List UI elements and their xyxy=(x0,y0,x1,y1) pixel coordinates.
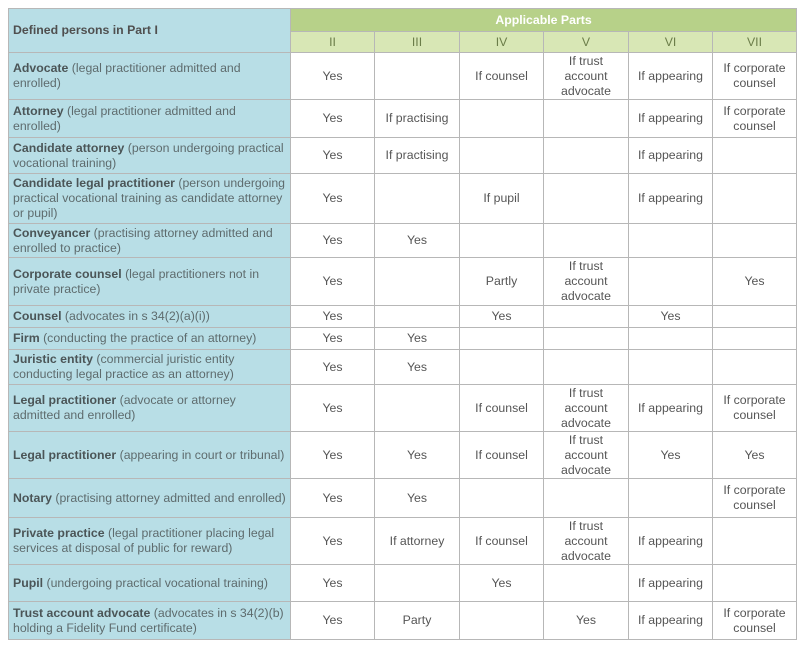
part-header-iv: IV xyxy=(460,32,544,53)
part-vii-cell xyxy=(713,350,797,385)
part-v-cell: If trust account advocate xyxy=(544,53,629,100)
defined-person-description: (legal practitioner admitted and enrolled) xyxy=(13,103,236,133)
table-row xyxy=(9,518,797,565)
part-iii-cell xyxy=(375,385,460,432)
part-iv-cell: If counsel xyxy=(460,518,544,565)
table-row xyxy=(9,138,797,174)
part-vi-cell: If appearing xyxy=(629,100,713,138)
defined-person-cell xyxy=(9,518,291,565)
defined-person-term: Counsel xyxy=(13,309,62,323)
table-row xyxy=(9,350,797,385)
part-vii-cell xyxy=(713,138,797,174)
part-vi-cell: If appearing xyxy=(629,138,713,174)
part-iv-cell: If counsel xyxy=(460,385,544,432)
defined-person-cell xyxy=(9,100,291,138)
defined-person-cell xyxy=(9,350,291,385)
table-row xyxy=(9,565,797,602)
defined-person-term: Advocate xyxy=(13,61,69,75)
table-row xyxy=(9,306,797,328)
part-ii-cell: Yes xyxy=(291,306,375,328)
part-ii-cell: Yes xyxy=(291,328,375,350)
part-iv-cell xyxy=(460,224,544,258)
part-iv-cell xyxy=(460,328,544,350)
part-vi-cell: Yes xyxy=(629,432,713,479)
part-iv-cell: If counsel xyxy=(460,53,544,100)
part-v-cell: If trust account advocate xyxy=(544,432,629,479)
part-iii-cell: Yes xyxy=(375,224,460,258)
table-row xyxy=(9,328,797,350)
defined-person-cell xyxy=(9,224,291,258)
defined-person-cell xyxy=(9,328,291,350)
part-iii-cell: Yes xyxy=(375,479,460,518)
part-vii-cell: Yes xyxy=(713,432,797,479)
table-row xyxy=(9,100,797,138)
part-iv-cell xyxy=(460,138,544,174)
part-vi-cell: If appearing xyxy=(629,174,713,224)
part-ii-cell: Yes xyxy=(291,174,375,224)
defined-person-description: (appearing in court or tribunal) xyxy=(116,447,285,462)
part-ii-cell: Yes xyxy=(291,518,375,565)
defined-person-description: (legal practitioner placing legal services at disposal of public for reward) xyxy=(13,526,275,555)
part-v-cell: If trust account advocate xyxy=(544,518,629,565)
table-row xyxy=(9,432,797,479)
part-header-vii: VII xyxy=(713,32,797,53)
part-vii-cell xyxy=(713,565,797,602)
part-ii-cell: Yes xyxy=(291,385,375,432)
defined-person-term: Private practice xyxy=(13,526,105,540)
part-vii-cell xyxy=(713,174,797,224)
defined-person-cell xyxy=(9,306,291,328)
defined-person-description: (legal practitioners not in private practice) xyxy=(13,266,260,296)
defined-person-term: Corporate counsel xyxy=(13,266,122,281)
part-vi-cell: If appearing xyxy=(629,385,713,432)
defined-person-term: Conveyancer xyxy=(13,225,91,240)
part-ii-cell: Yes xyxy=(291,138,375,174)
part-iv-cell: Yes xyxy=(460,306,544,328)
part-header-v: V xyxy=(544,32,629,53)
table-row xyxy=(9,53,797,100)
part-v-cell xyxy=(544,224,629,258)
defined-person-cell xyxy=(9,432,291,479)
defined-person-description: (legal practitioner admitted and enrolled) xyxy=(13,61,241,90)
defined-person-description: (conducting the practice of an attorney) xyxy=(39,331,257,345)
defined-person-description: (undergoing practical vocational training) xyxy=(43,575,268,590)
part-vii-cell: If corporate counsel xyxy=(713,602,797,640)
defined-person-description: (advocates in s 34(2)(a)(i)) xyxy=(61,309,210,323)
defined-person-description: (advocate or attorney admitted and enrolled) xyxy=(13,393,236,422)
part-vi-cell: If appearing xyxy=(629,602,713,640)
table-row xyxy=(9,258,797,306)
part-vii-cell: If corporate counsel xyxy=(713,100,797,138)
part-iii-cell xyxy=(375,306,460,328)
part-vii-cell xyxy=(713,328,797,350)
part-vii-cell: If corporate counsel xyxy=(713,53,797,100)
defined-person-description: (practising attorney admitted and enrolled to practice) xyxy=(13,225,273,255)
defined-person-term: Notary xyxy=(13,490,52,505)
part-vii-cell: If corporate counsel xyxy=(713,385,797,432)
part-vii-cell: Yes xyxy=(713,258,797,306)
part-iii-cell xyxy=(375,565,460,602)
part-iii-cell: If practising xyxy=(375,138,460,174)
defined-person-term: Legal practitioner xyxy=(13,447,117,462)
applicable-parts-table-container xyxy=(8,8,797,640)
part-iii-cell: Yes xyxy=(375,432,460,479)
part-iv-cell: If counsel xyxy=(460,432,544,479)
part-ii-cell: Yes xyxy=(291,100,375,138)
defined-person-cell xyxy=(9,385,291,432)
defined-person-description: (person undergoing practical vocational training as candidate attorney or pupil) xyxy=(13,176,286,220)
part-iii-cell: Yes xyxy=(375,350,460,385)
defined-person-cell xyxy=(9,479,291,518)
part-iii-cell xyxy=(375,53,460,100)
defined-person-term: Candidate legal practitioner xyxy=(13,176,175,190)
defined-person-description: (advocates in s 34(2)(b) holding a Fidelity Fund certificate) xyxy=(13,605,284,635)
defined-person-description: (practising attorney admitted and enrolled) xyxy=(51,490,286,505)
part-v-cell xyxy=(544,565,629,602)
defined-person-cell xyxy=(9,565,291,602)
part-v-cell xyxy=(544,138,629,174)
part-vii-cell xyxy=(713,306,797,328)
part-iv-cell: If pupil xyxy=(460,174,544,224)
table-row xyxy=(9,602,797,640)
part-v-cell xyxy=(544,306,629,328)
part-v-cell: If trust account advocate xyxy=(544,258,629,306)
defined-person-term: Firm xyxy=(13,331,40,345)
part-iv-cell xyxy=(460,350,544,385)
part-ii-cell: Yes xyxy=(291,479,375,518)
part-v-cell xyxy=(544,328,629,350)
part-vii-cell: If corporate counsel xyxy=(713,479,797,518)
defined-person-term: Legal practitioner xyxy=(13,393,117,407)
table-row xyxy=(9,174,797,224)
part-vii-cell xyxy=(713,224,797,258)
part-vi-cell xyxy=(629,258,713,306)
defined-person-cell xyxy=(9,53,291,100)
part-vi-cell: Yes xyxy=(629,306,713,328)
table-row xyxy=(9,224,797,258)
corner-header: Defined persons in Part I xyxy=(9,9,291,53)
part-iii-cell: If practising xyxy=(375,100,460,138)
part-iv-cell xyxy=(460,100,544,138)
part-ii-cell: Yes xyxy=(291,565,375,602)
part-vi-cell: If appearing xyxy=(629,53,713,100)
part-iii-cell: If attorney xyxy=(375,518,460,565)
defined-person-cell xyxy=(9,174,291,224)
defined-person-term: Candidate attorney xyxy=(13,140,125,155)
part-v-cell xyxy=(544,479,629,518)
part-ii-cell: Yes xyxy=(291,258,375,306)
table-body xyxy=(9,53,797,640)
part-iii-cell: Yes xyxy=(375,328,460,350)
defined-person-term: Pupil xyxy=(13,575,44,590)
part-vi-cell xyxy=(629,479,713,518)
part-iii-cell: Party xyxy=(375,602,460,640)
defined-person-cell xyxy=(9,138,291,174)
part-iii-cell xyxy=(375,258,460,306)
part-v-cell: Yes xyxy=(544,602,629,640)
part-ii-cell: Yes xyxy=(291,602,375,640)
applicable-parts-header: Applicable Parts xyxy=(291,9,797,32)
table-row xyxy=(9,479,797,518)
part-vi-cell xyxy=(629,328,713,350)
part-vi-cell: If appearing xyxy=(629,565,713,602)
part-header-ii: II xyxy=(291,32,375,53)
part-vi-cell xyxy=(629,224,713,258)
part-ii-cell: Yes xyxy=(291,224,375,258)
part-ii-cell: Yes xyxy=(291,350,375,385)
part-v-cell xyxy=(544,350,629,385)
defined-person-term: Juristic entity xyxy=(13,352,93,366)
part-iv-cell xyxy=(460,479,544,518)
table-row xyxy=(9,385,797,432)
part-iv-cell xyxy=(460,602,544,640)
part-v-cell xyxy=(544,100,629,138)
defined-person-cell xyxy=(9,602,291,640)
part-vii-cell xyxy=(713,518,797,565)
defined-person-cell xyxy=(9,258,291,306)
defined-person-description: (person undergoing practical vocational training) xyxy=(13,140,284,170)
part-iii-cell xyxy=(375,174,460,224)
part-vi-cell: If appearing xyxy=(629,518,713,565)
part-header-vi: VI xyxy=(629,32,713,53)
part-iv-cell: Partly xyxy=(460,258,544,306)
part-v-cell xyxy=(544,174,629,224)
defined-person-term: Attorney xyxy=(13,103,64,118)
applicable-parts-table xyxy=(8,8,797,640)
defined-person-term: Trust account advocate xyxy=(13,605,151,620)
part-ii-cell: Yes xyxy=(291,53,375,100)
part-iv-cell: Yes xyxy=(460,565,544,602)
part-header-iii: III xyxy=(375,32,460,53)
defined-person-description: (commercial juristic entity conducting legal practice as an attorney) xyxy=(13,352,235,381)
part-ii-cell: Yes xyxy=(291,432,375,479)
part-vi-cell xyxy=(629,350,713,385)
part-v-cell: If trust account advocate xyxy=(544,385,629,432)
